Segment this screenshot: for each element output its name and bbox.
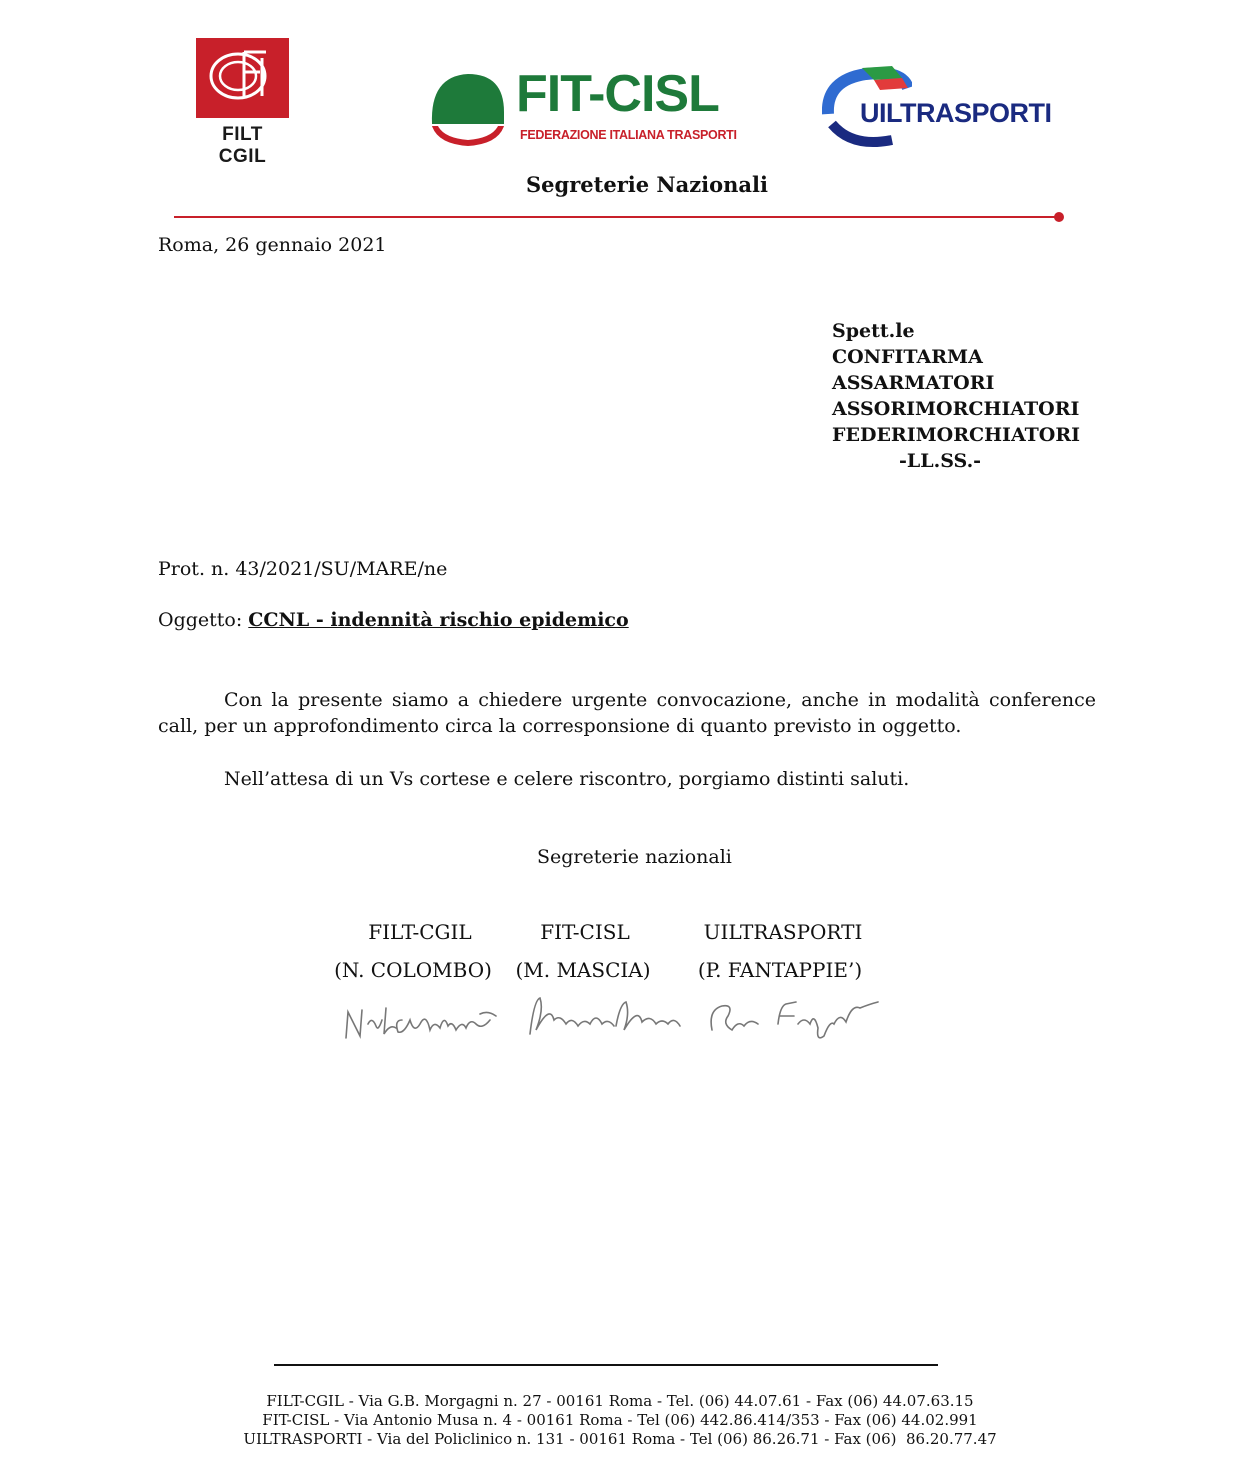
footer-addresses [0, 1392, 1240, 1449]
recipient-name: ASSORIMORCHIATORI [832, 398, 1080, 420]
signature-colombo [346, 1008, 496, 1038]
filt-cgil-emblem-icon [196, 38, 289, 118]
protocol-number: Prot. n. 43/2021/SU/MARE/ne [158, 558, 448, 580]
signatory-name: (P. FANTAPPIE’) [697, 958, 863, 982]
filt-cgil-logo [196, 38, 289, 167]
fit-cisl-logo-name: FIT-CISL [516, 65, 719, 123]
fit-cisl-logo [428, 65, 738, 148]
recipients-block [832, 318, 1080, 474]
header-divider-dot [1054, 212, 1064, 222]
recipients-salutation: Spett.le [832, 320, 915, 342]
signature-mascia [530, 998, 680, 1034]
closing-line: Segreterie nazionali [537, 846, 732, 868]
signature-fantappie [711, 1002, 878, 1038]
footer-line: UILTRASPORTI - Via del Policlinico n. 131 - 00161 Roma - Tel (06) 86.26.71 - Fax (06) 86.20.77.47 [243, 1430, 997, 1448]
recipients-suffix: -LL.SS.- [899, 450, 982, 472]
signatory-org: FIT-CISL [540, 920, 630, 944]
header-title: Segreterie Nazionali [526, 172, 768, 197]
uiltrasporti-logo [822, 64, 1062, 150]
letter-date: Roma, 26 gennaio 2021 [158, 234, 387, 256]
recipient-name: ASSARMATORI [832, 372, 995, 394]
signatory-name: (N. COLOMBO) [334, 958, 492, 982]
body-paragraph-2: Nell’attesa di un Vs cortese e celere riscontro, porgiamo distinti saluti. [224, 768, 910, 790]
uiltrasporti-logo-name: UILTRASPORTI [860, 98, 1052, 128]
filt-cgil-logo-text: FILT CGIL [218, 124, 267, 167]
handwritten-signatures [340, 990, 890, 1050]
body-paragraph-1: Con la presente siamo a chiedere urgente convocazione, anche in modalità conference call, per un approfondimento circa la corresponsione di quanto previsto in oggetto. [158, 689, 1096, 737]
subject-label: Oggetto: [158, 609, 249, 631]
signatory-org: FILT-CGIL [368, 920, 472, 944]
fit-cisl-emblem-icon [428, 72, 508, 148]
signatory-name: (M. MASCIA) [515, 958, 651, 982]
subject-value: CCNL - indennità rischio epidemico [248, 609, 629, 631]
footer-line: FIT-CISL - Via Antonio Musa n. 4 - 00161 Roma - Tel (06) 442.86.414/353 - Fax (06) 44.02.991 [262, 1411, 978, 1429]
footer-divider [274, 1364, 938, 1366]
signatory-org: UILTRASPORTI [703, 920, 863, 944]
footer-line: FILT-CGIL - Via G.B. Morgagni n. 27 - 00161 Roma - Tel. (06) 44.07.61 - Fax (06) 44.07.63.15 [266, 1392, 974, 1410]
header-divider [174, 216, 1058, 218]
fit-cisl-logo-subtitle: FEDERAZIONE ITALIANA TRASPORTI [520, 128, 737, 142]
recipient-name: FEDERIMORCHIATORI [832, 424, 1081, 446]
recipient-name: CONFITARMA [832, 346, 983, 368]
subject-line [158, 607, 629, 633]
